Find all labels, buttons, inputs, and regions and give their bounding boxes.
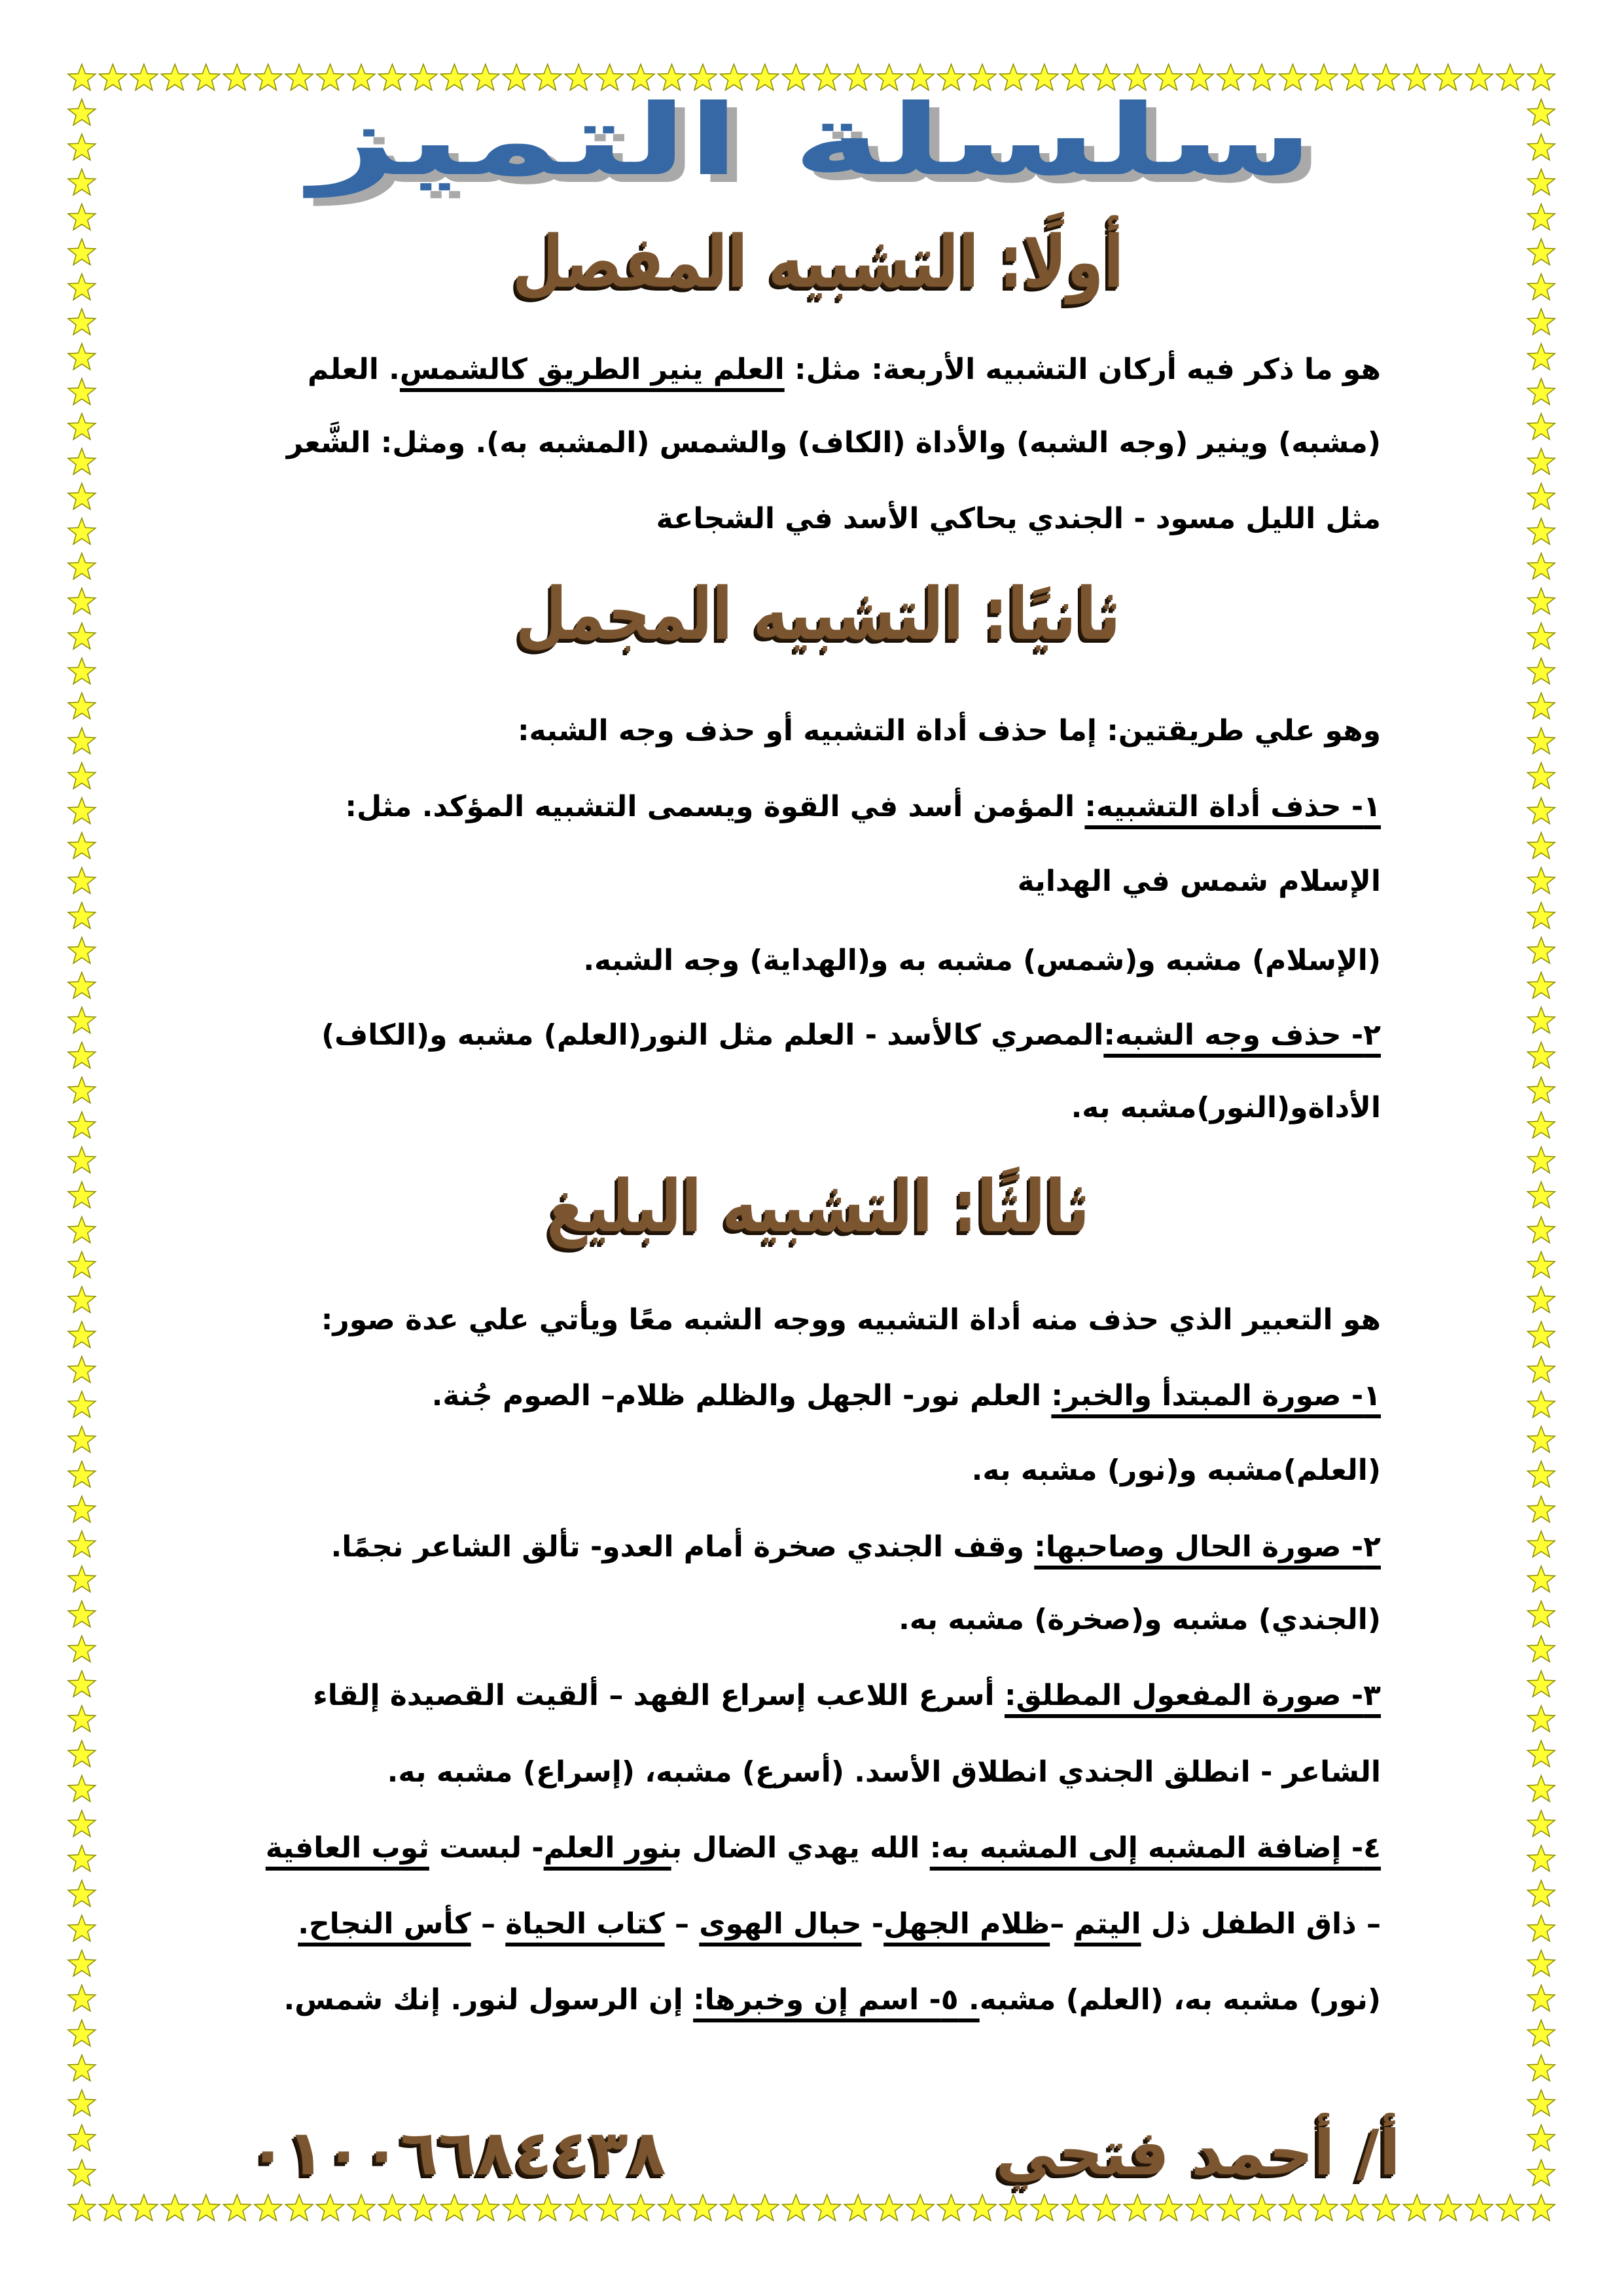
star-icon — [1527, 1287, 1555, 1313]
star-icon — [68, 867, 96, 893]
star-icon — [68, 1810, 96, 1837]
text-segment: الإسلام شمس في الهداية — [1017, 865, 1381, 898]
star-icon — [1527, 903, 1555, 929]
star-icon — [68, 1776, 96, 1802]
star-icon — [1527, 937, 1555, 963]
text-line — [249, 1363, 1381, 1429]
text-segment: - لبست — [429, 1831, 544, 1865]
text-line — [249, 1003, 1381, 1068]
text-line — [249, 1515, 1381, 1580]
star-icon — [223, 2195, 251, 2221]
star-icon — [1527, 623, 1555, 649]
star-icon — [721, 2195, 748, 2221]
star-icon — [1527, 414, 1555, 440]
star-icon — [1093, 2195, 1120, 2221]
star-icon — [596, 2195, 624, 2221]
text-segment: - — [861, 1907, 884, 1941]
underlined-text: ظلام الجهل — [883, 1907, 1050, 1941]
star-icon — [658, 2195, 686, 2221]
star-icon — [1527, 309, 1555, 335]
star-icon — [1527, 2125, 1555, 2151]
text-line — [249, 410, 1381, 476]
text-segment: (الإسلام) مشبه و(شمس) مشبه به و(الهداية) وجه الشبه. — [583, 944, 1381, 977]
underlined-text: نور العلم — [543, 1831, 671, 1865]
underlined-text: ٤- إضافة المشبه إلى المشبه به: — [929, 1831, 1381, 1865]
star-icon — [1527, 1251, 1555, 1278]
star-icon — [68, 2125, 96, 2151]
underlined-text: ٣- صورة المفعول المطلق: — [1004, 1679, 1381, 1712]
text-line — [249, 1587, 1381, 1653]
text-line — [249, 1663, 1381, 1729]
series-title: سلسلة التميز — [309, 84, 1314, 198]
star-icon — [68, 1915, 96, 1941]
star-icon — [1186, 2195, 1213, 2221]
star-icon — [1527, 1321, 1555, 1348]
text-line — [249, 1287, 1381, 1353]
star-icon — [68, 1985, 96, 2011]
star-icon — [1527, 1356, 1555, 1382]
star-icon — [68, 1182, 96, 1208]
star-icon — [68, 1671, 96, 1697]
star-icon — [472, 2195, 499, 2221]
star-icon — [68, 1461, 96, 1487]
text-line — [249, 1075, 1381, 1141]
star-icon — [68, 2160, 96, 2186]
text-line — [249, 1438, 1381, 1503]
star-icon — [1527, 344, 1555, 370]
star-icon — [1527, 833, 1555, 859]
star-icon — [440, 2195, 468, 2221]
star-icon — [410, 2195, 437, 2221]
star-icon — [1527, 1391, 1555, 1418]
star-icon — [68, 1880, 96, 1907]
section-heading: ثانيًا: التشبيه المجمل — [515, 572, 1121, 656]
underlined-text: ثوب العافية — [265, 1831, 429, 1865]
underlined-text: اليتم — [1074, 1907, 1141, 1941]
star-icon — [1527, 798, 1555, 824]
star-icon — [348, 2195, 375, 2221]
star-icon — [68, 2090, 96, 2116]
star-icon — [68, 623, 96, 649]
text-segment: أسرع اللاعب إسراع الفهد – ألقيت القصيدة إلقاء — [313, 1679, 1005, 1712]
star-icon — [1527, 1217, 1555, 1243]
star-icon — [130, 2195, 158, 2221]
star-icon — [1527, 1706, 1555, 1732]
star-icon — [1061, 2195, 1089, 2221]
star-icon — [1527, 728, 1555, 754]
text-segment: (مشبه) وينير (وجه الشبه) والأداة (الكاف) والشمس (المشبه به). ومثل: الشَّعر — [286, 426, 1381, 459]
star-icon — [1527, 1845, 1555, 1871]
star-icon — [1527, 1077, 1555, 1103]
star-icon — [1527, 693, 1555, 719]
star-icon — [68, 937, 96, 963]
star-icon — [68, 274, 96, 300]
star-icon — [68, 1356, 96, 1382]
star-icon — [68, 833, 96, 859]
text-line — [249, 849, 1381, 914]
star-icon — [1279, 2195, 1307, 2221]
star-icon — [1527, 483, 1555, 509]
text-line — [249, 1740, 1381, 1805]
star-icon — [906, 2195, 934, 2221]
star-icon — [68, 798, 96, 824]
star-icon — [1527, 1880, 1555, 1907]
star-icon — [1372, 2195, 1400, 2221]
star-icon — [68, 1531, 96, 1557]
star-icon — [68, 309, 96, 335]
star-icon — [68, 728, 96, 754]
text-segment: . العلم — [307, 353, 400, 386]
star-icon — [1527, 972, 1555, 998]
star-icon — [68, 972, 96, 998]
star-icon — [68, 1007, 96, 1033]
star-icon — [1527, 1147, 1555, 1173]
star-icon — [255, 2195, 282, 2221]
text-segment: – — [471, 1907, 506, 1941]
star-icon — [68, 1566, 96, 1592]
star-icon — [969, 2195, 996, 2221]
star-icon — [68, 1321, 96, 1348]
star-icon — [68, 1845, 96, 1871]
section-heading: أولًا: التشبيه المفصل — [512, 220, 1124, 304]
underlined-text: ١- صورة المبتدأ والخبر: — [1051, 1379, 1381, 1412]
star-icon — [1341, 2195, 1368, 2221]
text-line — [249, 698, 1381, 764]
star-icon — [1527, 867, 1555, 893]
underlined-text: . ٥- اسم إن وخبرها: — [693, 1983, 980, 2017]
star-icon — [534, 2195, 562, 2221]
star-icon — [1527, 1112, 1555, 1138]
text-segment: وهو علي طريقتين: إما حذف أداة التشبيه أو حذف وجه الشبه: — [517, 714, 1381, 747]
text-segment: المؤمن أسد في القوة ويسمى التشبيه المؤكد. مثل: — [345, 790, 1085, 823]
text-line — [249, 1967, 1381, 2033]
star-icon — [1527, 1740, 1555, 1767]
star-icon — [192, 2195, 220, 2221]
star-icon — [161, 2195, 188, 2221]
star-icon — [1527, 1950, 1555, 1977]
section-heading: ثالثًا: التشبيه البليغ — [546, 1164, 1090, 1248]
star-icon — [1527, 762, 1555, 789]
star-icon — [1527, 588, 1555, 614]
star-icon — [1155, 2195, 1183, 2221]
underlined-text: العلم ينير الطريق كالشمس — [399, 353, 785, 386]
star-icon — [1031, 2195, 1058, 2221]
star-icon — [1527, 1601, 1555, 1627]
underlined-text: حبال الهوى — [699, 1907, 862, 1941]
star-icon — [844, 2195, 872, 2221]
text-segment: المصري كالأسد - العلم مثل النور(العلم) مشبه و(الكاف) — [321, 1018, 1104, 1052]
star-icon — [1497, 2195, 1524, 2221]
text-line — [249, 486, 1381, 552]
star-icon — [68, 658, 96, 684]
star-icon — [1124, 2195, 1151, 2221]
star-icon — [1527, 1566, 1555, 1592]
star-icon — [1248, 2195, 1275, 2221]
star-icon — [1527, 1531, 1555, 1557]
star-icon — [1527, 1496, 1555, 1522]
star-icon — [813, 2195, 841, 2221]
star-icon — [1217, 2195, 1245, 2221]
star-icon — [68, 1426, 96, 1452]
star-icon — [1527, 1042, 1555, 1068]
text-line — [249, 1892, 1381, 1957]
star-icon — [689, 2195, 717, 2221]
text-segment: الشاعر - انطلق الجندي انطلاق الأسد. (أسرع) مشبه، (إسراع) مشبه به. — [387, 1755, 1381, 1789]
star-icon — [68, 1601, 96, 1627]
star-icon — [68, 2195, 96, 2221]
star-icon — [751, 2195, 779, 2221]
text-segment: هو ما ذكر فيه أركان التشبيه الأربعة: مثل: — [784, 353, 1381, 386]
underlined-text: ١- حذف أداة التشبيه: — [1084, 790, 1381, 823]
star-icon — [68, 378, 96, 404]
star-icon — [68, 1740, 96, 1767]
star-icon — [99, 2195, 127, 2221]
text-segment: هو التعبير الذي حذف منه أداة التشبيه ووجه الشبه معًا ويأتي علي عدة صور: — [321, 1303, 1381, 1336]
star-icon — [68, 903, 96, 929]
star-icon — [1310, 2195, 1338, 2221]
star-icon — [1527, 553, 1555, 579]
underlined-text: ٢- صورة الحال وصاحبها: — [1034, 1530, 1381, 1564]
text-segment: (نور) مشبه به، (العلم) مشبه — [979, 1983, 1381, 2017]
star-icon — [68, 1217, 96, 1243]
star-icon — [68, 1042, 96, 1068]
star-icon — [1527, 2020, 1555, 2046]
star-icon — [938, 2195, 965, 2221]
star-icon — [1527, 2055, 1555, 2081]
star-icon — [317, 2195, 344, 2221]
text-line — [249, 928, 1381, 994]
star-icon — [68, 1706, 96, 1732]
text-segment: وقف الجندي صخرة أمام العدو- تألق الشاعر نجمًا. — [330, 1530, 1035, 1564]
text-segment: (الجندي) مشبه و(صخرة) مشبه به. — [899, 1603, 1381, 1636]
underlined-text: كأس النجاح. — [298, 1907, 471, 1941]
underlined-text: كتاب الحياة — [505, 1907, 665, 1941]
star-icon — [68, 762, 96, 789]
text-line — [249, 774, 1381, 840]
star-icon — [1465, 2195, 1493, 2221]
text-segment: العلم نور- الجهل والظلم ظلام– الصوم جُنة. — [431, 1379, 1052, 1412]
star-icon — [68, 693, 96, 719]
star-icon — [1527, 1915, 1555, 1941]
star-icon — [68, 518, 96, 545]
star-icon — [1527, 2090, 1555, 2116]
phone-number: ٠١٠٠٦٦٨٤٤٣٨ — [249, 2117, 666, 2189]
star-icon — [68, 239, 96, 265]
star-icon — [565, 2195, 592, 2221]
star-icon — [68, 553, 96, 579]
star-icon — [68, 1636, 96, 1662]
star-icon — [1527, 1985, 1555, 2011]
star-icon — [1527, 1182, 1555, 1208]
star-icon — [782, 2195, 810, 2221]
star-icon — [1527, 1426, 1555, 1452]
text-segment: – — [664, 1907, 700, 1941]
star-icon — [1527, 378, 1555, 404]
star-icon — [503, 2195, 530, 2221]
star-icon — [68, 1147, 96, 1173]
star-icon — [68, 448, 96, 475]
text-line — [249, 337, 1381, 403]
star-icon — [1527, 1810, 1555, 1837]
star-icon — [68, 1112, 96, 1138]
star-icon — [379, 2195, 406, 2221]
star-icon — [1527, 658, 1555, 684]
author-name: أ/ أحمد فتحي — [995, 2117, 1400, 2189]
star-icon — [68, 483, 96, 509]
star-icon — [68, 1950, 96, 1977]
star-icon — [1527, 2160, 1555, 2186]
text-segment: الله يهدي الضال ب — [671, 1831, 930, 1865]
star-icon — [68, 1496, 96, 1522]
star-icon — [68, 2020, 96, 2046]
star-icon — [1527, 1776, 1555, 1802]
star-icon — [68, 1251, 96, 1278]
text-segment: (العلم)مشبه و(نور) مشبه به. — [971, 1454, 1381, 1487]
star-icon — [876, 2195, 903, 2221]
text-segment: إن الرسول لنور. إنك شمس. — [283, 1983, 694, 2017]
star-icon — [68, 1391, 96, 1418]
star-icon — [68, 344, 96, 370]
text-segment: مثل الليل مسود - الجندي يحاكي الأسد في الشجاعة — [656, 502, 1381, 535]
star-icon — [627, 2195, 654, 2221]
star-icon — [1527, 1671, 1555, 1697]
star-icon — [1527, 448, 1555, 475]
text-segment: – ذاق الطفل ذل — [1141, 1907, 1381, 1941]
star-icon — [1527, 1007, 1555, 1033]
underlined-text: ٢- حذف وجه الشبه: — [1103, 1018, 1381, 1052]
star-icon — [68, 1287, 96, 1313]
text-line — [249, 1816, 1381, 1881]
star-icon — [68, 588, 96, 614]
star-icon — [1435, 2195, 1462, 2221]
star-icon — [1527, 1636, 1555, 1662]
text-segment: الأداةو(النور)مشبه به. — [1071, 1091, 1381, 1124]
star-icon — [1403, 2195, 1431, 2221]
star-icon — [285, 2195, 313, 2221]
star-icon — [1527, 239, 1555, 265]
star-icon — [68, 2055, 96, 2081]
star-icon — [1527, 274, 1555, 300]
text-segment: – — [1050, 1907, 1075, 1941]
star-icon — [68, 414, 96, 440]
star-icon — [68, 1077, 96, 1103]
star-icon — [1527, 2195, 1555, 2221]
star-icon — [1527, 518, 1555, 545]
star-icon — [1527, 1461, 1555, 1487]
star-icon — [1000, 2195, 1027, 2221]
